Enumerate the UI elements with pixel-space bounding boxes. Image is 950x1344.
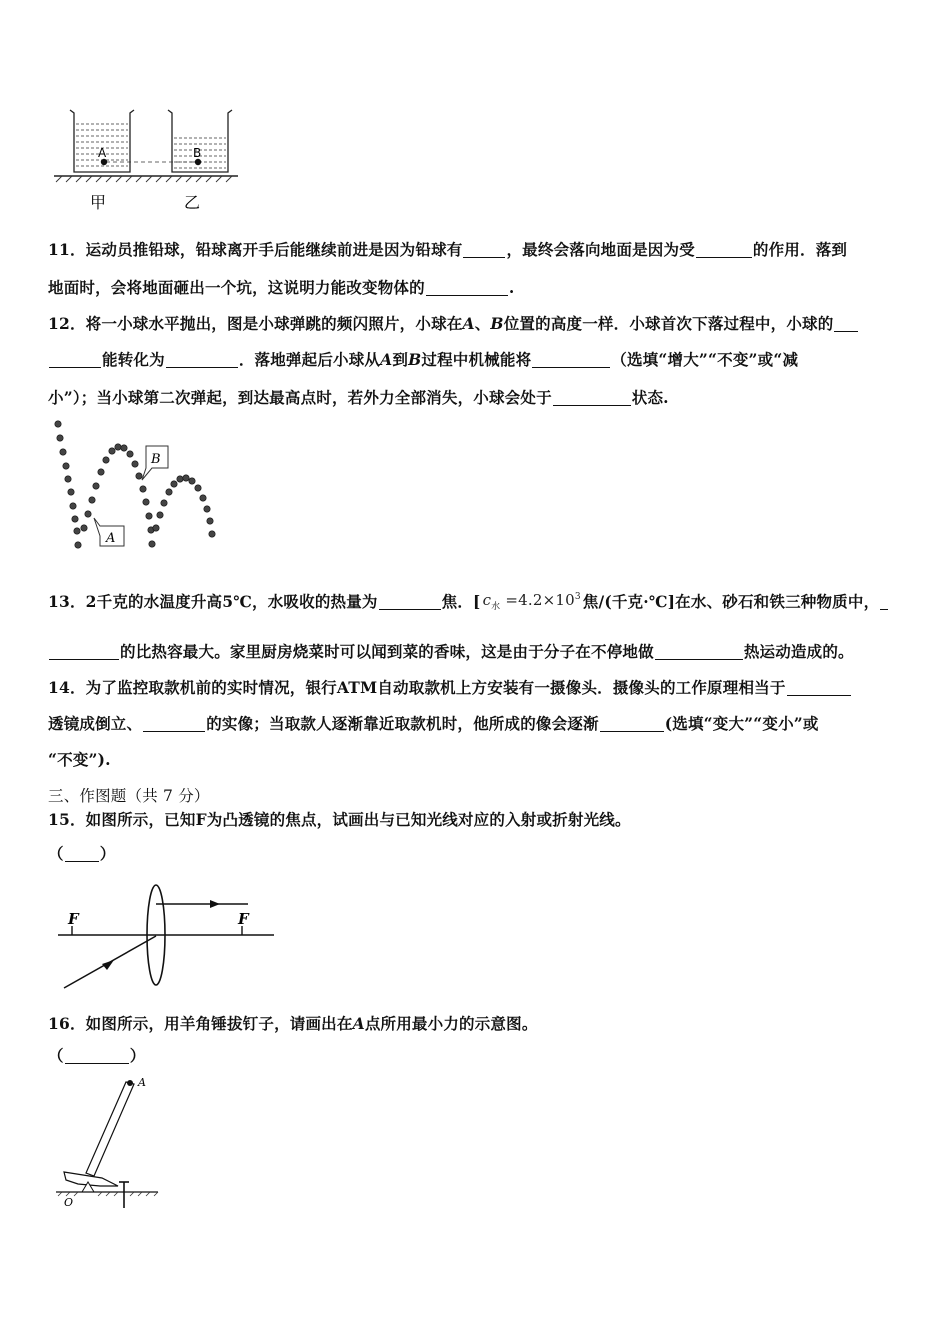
q14-blank-3[interactable] [600, 716, 664, 733]
q13-text-2a: 的比热容最大。家里厨房烧菜时可以闻到菜的香味，这是由于分子在不停地做 [120, 642, 654, 661]
beaker-caption-jia: 甲 [90, 193, 107, 212]
q12-to: 到 [392, 350, 409, 369]
q12-text-2a: 能转化为 [102, 350, 165, 369]
convex-lens-figure [52, 880, 282, 995]
q16-a: A [352, 1014, 365, 1033]
ball-label-a: A [106, 531, 116, 546]
q12-b2: B [408, 350, 422, 369]
q12-line-1 [48, 312, 859, 334]
q13-blank-2a[interactable] [880, 594, 888, 611]
q11-blank-2[interactable] [696, 242, 752, 259]
beaker-caption-yi: 乙 [184, 193, 201, 212]
q12-line-2 [48, 348, 798, 370]
q13-text-1b: 焦．[ [441, 592, 481, 611]
q11-line-1 [48, 238, 847, 260]
hammer-label-a: A [138, 1076, 146, 1089]
q14-text-1a: 14．为了监控取款机前的实时情况，银行ATM自动取款机上方安装有一摄像头．摄像头的工作原理相当于 [48, 678, 786, 697]
eq-c: c [482, 591, 492, 609]
q16-answer-blank[interactable] [65, 1048, 129, 1065]
q13-text-2b: 热运动造成的。 [743, 642, 854, 661]
q12-text-3b: 状态. [631, 388, 669, 407]
q11-text-2b: . [508, 278, 515, 297]
q11-blank-3[interactable] [426, 280, 508, 297]
q15-answer-paren [48, 842, 115, 864]
focus-label-left: F [68, 910, 79, 928]
q12-blank-1a[interactable] [834, 316, 858, 333]
q12-sep: 、 [474, 314, 491, 333]
specific-heat-formula [483, 591, 581, 612]
q12-line-3 [48, 386, 669, 408]
focus-label-right: F [238, 910, 249, 928]
eq-sub: 水 [491, 602, 501, 612]
q11-text-1b: ，最终会落向地面是因为受 [506, 240, 695, 259]
hammer-label-o: O [64, 1196, 74, 1209]
q14-text-3a: “不变”). [48, 750, 111, 769]
eq-sup: 3 [574, 592, 581, 602]
q11-line-2 [48, 276, 514, 298]
q12-b1: B [490, 314, 504, 333]
q13-blank-3[interactable] [655, 644, 743, 661]
q12-text-1b: 位置的高度一样．小球首次下落过程中，小球的 [503, 314, 834, 333]
q16-paren-open: （ [48, 1046, 64, 1065]
q16-line-1 [48, 1012, 538, 1034]
q16-paren-close: ） [129, 1046, 146, 1065]
section-title: 三、作图题（共 7 分） [48, 787, 210, 805]
hammer-point-a [127, 1080, 133, 1086]
q11-text-2a: 地面时，会将地面砸出一个坑，这说明力能改变物体的 [48, 278, 425, 297]
q16-answer-paren [48, 1044, 145, 1066]
q12-blank-3[interactable] [532, 352, 610, 369]
claw-hammer-figure [52, 1074, 167, 1214]
q11-text-1a: 11．运动员推铅球，铅球离开手后能继续前进是因为铅球有 [48, 240, 463, 259]
q12-text-3a: 小”）；当小球第二次弹起，到达最高点时，若外力全部消失，小球会处于 [48, 388, 552, 407]
q13-blank-1[interactable] [379, 594, 441, 611]
q13-line-2 [48, 640, 854, 662]
q12-blank-1b[interactable] [49, 352, 101, 369]
q13-blank-2b[interactable] [49, 644, 119, 661]
q16-text-1b: 点所用最小力的示意图。 [364, 1014, 538, 1033]
q12-text-2c: 过程中机械能将 [421, 350, 532, 369]
q15-line-1: 15．如图所示，已知F为凸透镜的焦点，试画出与已知光线对应的入射或折射光线。 [48, 810, 631, 829]
beaker-label-a: A [98, 146, 107, 160]
q12-text-1a: 12．将一小球水平抛出，图是小球弹跳的频闪照片，小球在 [48, 314, 463, 333]
bouncing-ball-figure [50, 418, 230, 558]
q14-text-2a: 透镜成倒立、 [48, 714, 143, 733]
q12-blank-2[interactable] [166, 352, 238, 369]
eq-eq: =4.2×10 [505, 591, 575, 609]
q15-paren-open: （ [48, 844, 64, 863]
beakers-figure [52, 100, 244, 215]
q14-blank-2[interactable] [143, 716, 205, 733]
q14-text-2b: 的实像；当取款人逐渐靠近取款机时，他所成的像会逐渐 [206, 714, 599, 733]
q14-line-1 [48, 676, 852, 698]
q15-paren-close: ） [99, 844, 116, 863]
q13-line-1 [48, 590, 889, 612]
q12-a1: A [462, 314, 475, 333]
beaker-label-b: B [193, 146, 202, 160]
ball-label-b: B [151, 452, 161, 467]
q14-blank-1[interactable] [787, 680, 851, 697]
q11-blank-1[interactable] [463, 242, 505, 259]
q13-text-1c: 焦/(千克·℃]在水、砂石和铁三种物质中， [582, 592, 880, 611]
q14-line-2 [48, 712, 819, 734]
q12-text-2b: ．落地弹起后小球从 [238, 350, 381, 369]
q14-text-2c: (选填“变大”“变小”或 [664, 714, 819, 733]
q12-blank-4[interactable] [553, 390, 631, 407]
q12-a2: A [380, 350, 393, 369]
q16-text-1a: 16．如图所示，用羊角锤拔钉子，请画出在 [48, 1014, 353, 1033]
q14-line-3 [48, 748, 111, 770]
q13-text-1a: 13．2千克的水温度升高5℃，水吸收的热量为 [48, 592, 378, 611]
q12-text-2d: （选填“增大”“不变”或“减 [611, 350, 799, 369]
q15-answer-blank[interactable] [65, 846, 99, 863]
hammer-handle [86, 1082, 134, 1176]
q11-text-1c: 的作用．落到 [752, 240, 848, 259]
